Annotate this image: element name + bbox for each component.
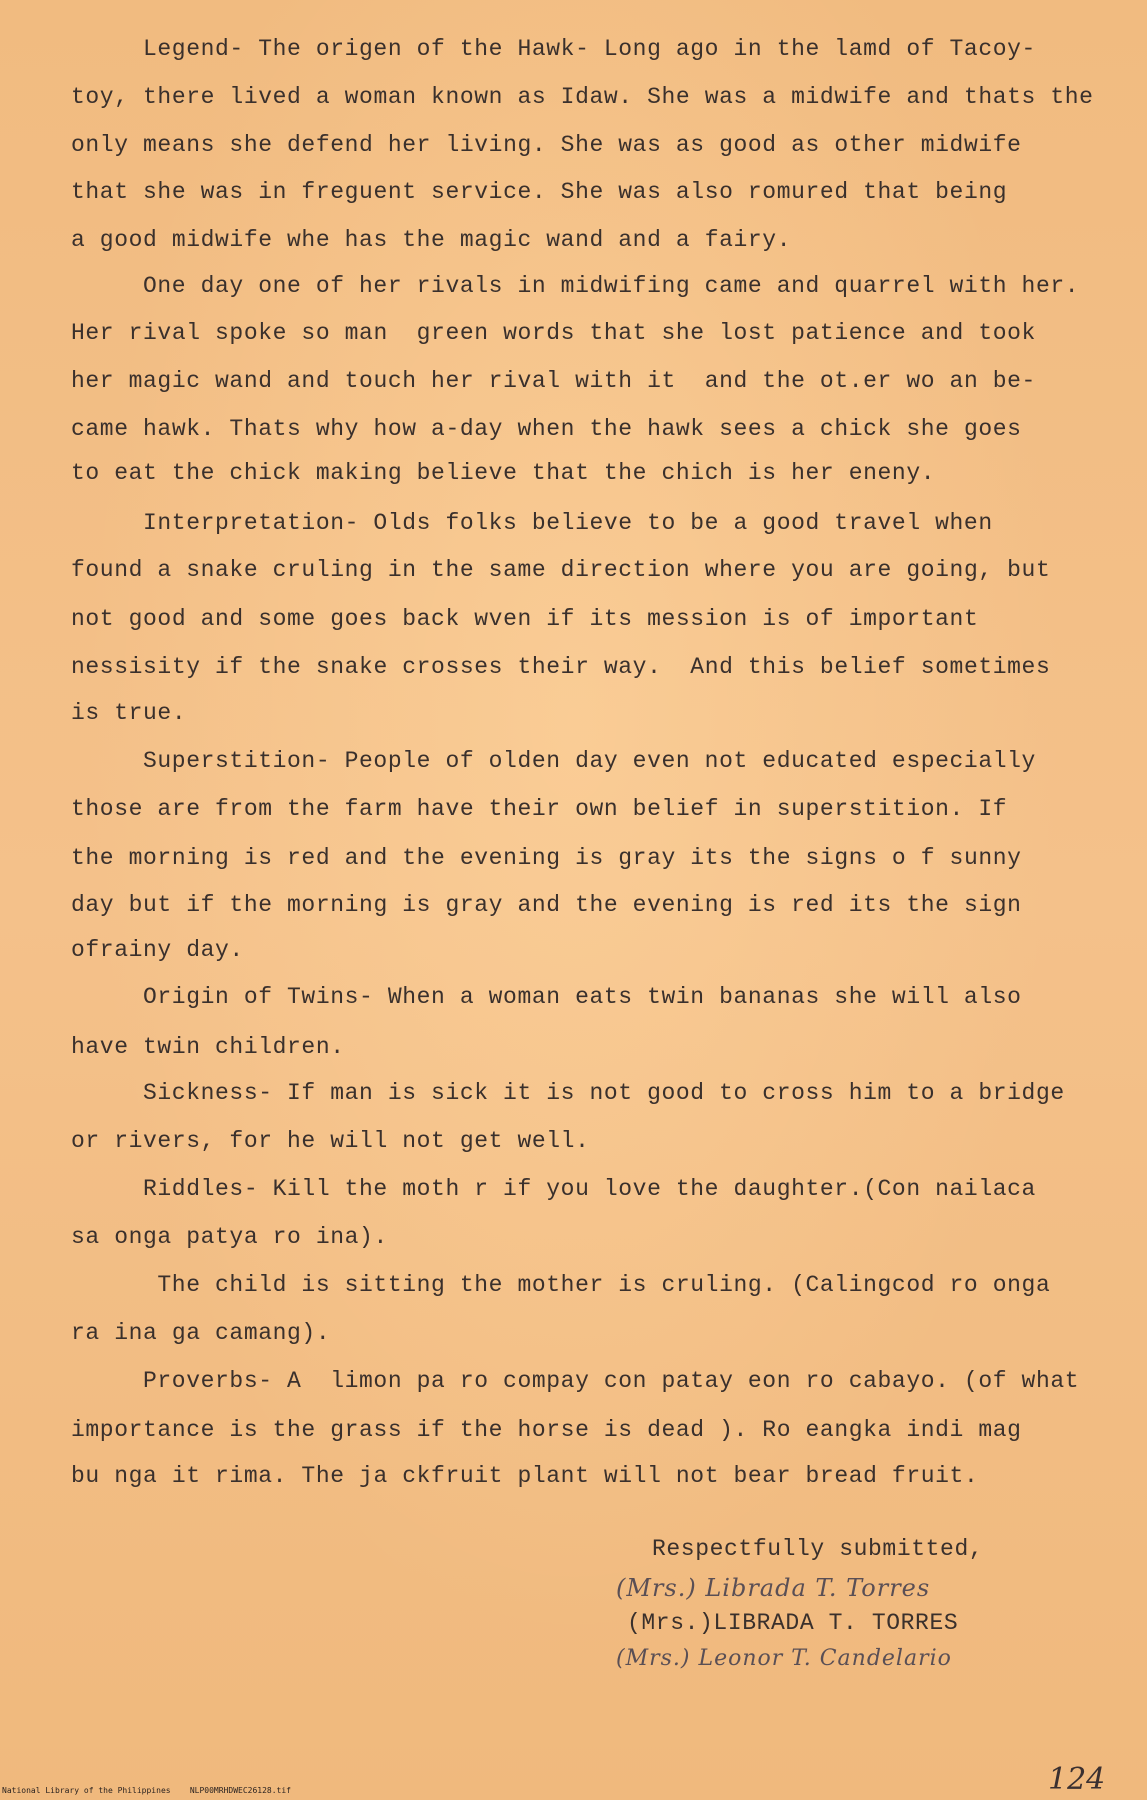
- text-line: Superstition- People of olden day even not educated especially: [143, 748, 1036, 774]
- text-line: Proverbs- A limon pa ro compay con patay eon ro cabayo. (of what: [143, 1368, 1080, 1394]
- text-line: Origin of Twins- When a woman eats twin bananas she will also: [143, 984, 1022, 1010]
- handwritten-signature-second: (Mrs.) Leonor T. Candelario: [616, 1646, 952, 1671]
- text-line: Interpretation- Olds folks believe to be a good travel when: [143, 510, 993, 536]
- archive-footer: National Library of the Philippines NLP00MRHDWEC26128.tif: [2, 1786, 291, 1795]
- text-line: Riddles- Kill the moth r if you love the daughter.(Con nailaca: [143, 1176, 1036, 1202]
- text-line: a good midwife whe has the magic wand and a fairy.: [71, 227, 792, 253]
- typed-name: (Mrs.)LIBRADA T. TORRES: [627, 1610, 959, 1636]
- text-line: those are from the farm have their own belief in superstition. If: [71, 796, 1008, 822]
- text-line: nessisity if the snake crosses their way. And this belief sometimes: [71, 654, 1051, 680]
- text-line: that she was in freguent service. She was also romured that being: [71, 179, 1008, 205]
- text-line: bu nga it rima. The ja ckfruit plant will not bear bread fruit.: [71, 1463, 979, 1489]
- text-line: came hawk. Thats why how a-day when the hawk sees a chick she goes: [71, 416, 1022, 442]
- text-line: the morning is red and the evening is gray its the signs o f sunny: [71, 845, 1022, 871]
- text-line: have twin children.: [71, 1034, 345, 1060]
- text-line: ofrainy day.: [71, 937, 244, 963]
- text-line: sa onga patya ro ina).: [71, 1224, 388, 1250]
- text-line: is true.: [71, 700, 187, 726]
- text-line: Sickness- If man is sick it is not good to cross him to a bridge: [143, 1080, 1065, 1106]
- text-line: One day one of her rivals in midwifing came and quarrel with her.: [143, 273, 1080, 299]
- text-line: to eat the chick making believe that the chich is her eneny.: [71, 460, 936, 486]
- text-line: Her rival spoke so man green words that she lost patience and took: [71, 320, 1036, 346]
- text-line: day but if the morning is gray and the evening is red its the sign: [71, 892, 1022, 918]
- text-line: importance is the grass if the horse is dead ). Ro eangka indi mag: [71, 1417, 1022, 1443]
- text-line: Legend- The origen of the Hawk- Long ago in the lamd of Tacoy-: [143, 36, 1036, 62]
- text-line: or rivers, for he will not get well.: [71, 1128, 590, 1154]
- page-number: 124: [1048, 1762, 1106, 1797]
- text-line: toy, there lived a woman known as Idaw. She was a midwife and thats the: [71, 84, 1094, 110]
- text-line: only means she defend her living. She was as good as other midwife: [71, 132, 1022, 158]
- text-line: her magic wand and touch her rival with it and the ot.er wo an be-: [71, 368, 1036, 394]
- text-line: The child is sitting the mother is cruling. (Calingcod ro onga: [143, 1272, 1051, 1298]
- text-line: found a snake cruling in the same direction where you are going, but: [71, 557, 1051, 583]
- handwritten-signature: (Mrs.) Librada T. Torres: [616, 1574, 931, 1602]
- text-line: not good and some goes back wven if its mession is of important: [71, 606, 979, 632]
- closing-text: Respectfully submitted,: [652, 1536, 984, 1562]
- text-line: ra ina ga camang).: [71, 1320, 331, 1346]
